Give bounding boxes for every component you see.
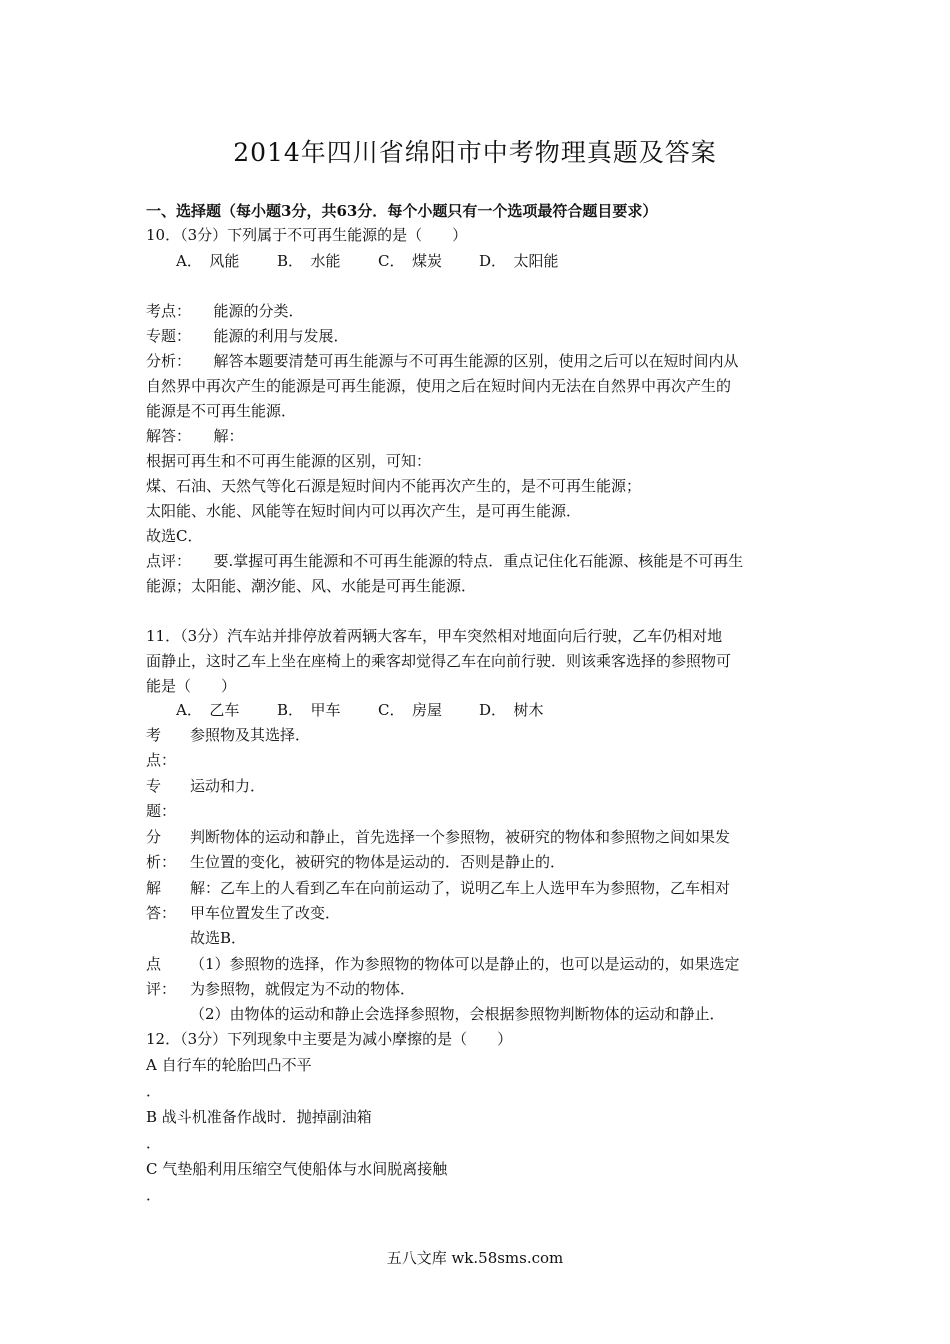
q11-option-c: C． 房屋 <box>378 701 442 719</box>
q11-dianping-label-b: 评： <box>146 980 177 998</box>
q10-analysis-2: 自然界中再次产生的能源是可再生能源，使用之后在短时间内无法在自然界中再次产生的 <box>146 377 732 395</box>
q10-kaodian: 考点： 能源的分类． <box>146 302 304 320</box>
q10-comment-2: 能源；太阳能、潮汐能、风、水能是可再生能源． <box>146 577 477 595</box>
q12-option-a: A 自行车的轮胎凹凸不平 <box>146 1056 312 1074</box>
page-footer: 五八文库 wk.58sms.com <box>386 1249 564 1267</box>
q10-answer-4: 故选C． <box>146 527 203 545</box>
q10-answer-2: 煤、石油、天然气等化石源是短时间内不能再次产生的，是不可再生能源； <box>146 477 642 495</box>
q12-option-b-dot: ． <box>146 1134 162 1152</box>
q11-dianping-label-a: 点 <box>146 955 162 973</box>
q12-option-b: B 战斗机准备作战时．抛掉副油箱 <box>146 1108 372 1126</box>
q11-analysis-1: 判断物体的运动和静止，首先选择一个参照物，被研究的物体和参照物之间如果发 <box>190 828 731 846</box>
q11-kaodian-text: 参照物及其选择． <box>190 726 311 744</box>
q11-comment-3: （2）由物体的运动和静止会选择参照物，会根据参照物判断物体的运动和静止． <box>190 1005 725 1023</box>
q11-answer-3: 故选B． <box>190 929 247 947</box>
q11-jieda-label-a: 解 <box>146 879 162 897</box>
q10-analysis-3: 能源是不可再生能源． <box>146 402 297 420</box>
q12-option-c-dot: ． <box>146 1186 162 1204</box>
q10-answer-label: 解答： 解： <box>146 427 244 445</box>
q10-option-c: C． 煤炭 <box>378 252 442 270</box>
section-heading: 一、选择题（每小题3分，共63分．每个小题只有一个选项最符合题目要求） <box>146 202 658 220</box>
question-11-stem-2: 面静止，这时乙车上坐在座椅上的乘客却觉得乙车在向前行驶．则该乘客选择的参照物可 <box>146 652 732 670</box>
question-11-stem-1: 11．（3分）汽车站并排停放着两辆大客车，甲车突然相对地面向后行驶，乙车仍相对地 <box>146 627 723 645</box>
q10-comment-1: 点评： 要.掌握可再生能源和不可再生能源的特点．重点记住化石能源、核能是不可再生 <box>146 552 744 570</box>
question-10-stem: 10．（3分）下列属于不可再生能源的是（ ） <box>146 226 468 244</box>
q11-zhuanti-label-b: 题： <box>146 802 177 820</box>
page-title: 2014年四川省绵阳市中考物理真题及答案 <box>233 138 717 167</box>
q11-analysis-2: 生位置的变化，被研究的物体是运动的．否则是静止的． <box>190 853 566 871</box>
q11-comment-1: （1）参照物的选择，作为参照物的物体可以是静止的，也可以是运动的，如果选定 <box>190 955 740 973</box>
q11-zhuanti-label-a: 专 <box>146 777 162 795</box>
q10-zhuanti: 专题： 能源的利用与发展． <box>146 327 349 345</box>
q10-analysis-1: 分析： 解答本题要清楚可再生能源与不可再生能源的区别，使用之后可以在短时间内从 <box>146 352 739 370</box>
q11-zhuanti-text: 运动和力． <box>190 777 266 795</box>
q11-fenxi-label-b: 析： <box>146 853 177 871</box>
q10-option-d: D． 太阳能 <box>479 252 559 270</box>
q11-kaodian-label-a: 考 <box>146 726 162 744</box>
q11-answer-2: 甲车位置发生了改变． <box>190 904 341 922</box>
q11-answer-1: 解：乙车上的人看到乙车在向前运动了，说明乙车上人选甲车为参照物，乙车相对 <box>190 879 731 897</box>
q10-answer-3: 太阳能、水能、风能等在短时间内可以再次产生，是可再生能源． <box>146 502 582 520</box>
q11-option-b: B． 甲车 <box>277 701 341 719</box>
q12-option-a-dot: ． <box>146 1082 162 1100</box>
question-12-stem: 12．（3分）下列现象中主要是为减小摩擦的是（ ） <box>146 1030 513 1048</box>
q11-comment-2: 为参照物，就假定为不动的物体． <box>190 980 416 998</box>
q10-option-b: B． 水能 <box>277 252 341 270</box>
q11-kaodian-label-b: 点： <box>146 751 177 769</box>
q10-answer-1: 根据可再生和不可再生能源的区别，可知： <box>146 452 432 470</box>
q10-option-a: A． 风能 <box>176 252 240 270</box>
q11-option-a: A． 乙车 <box>176 701 240 719</box>
q11-jieda-label-b: 答： <box>146 904 177 922</box>
q12-option-c: C 气垫船利用压缩空气使船体与水间脱离接触 <box>146 1160 448 1178</box>
q11-fenxi-label-a: 分 <box>146 828 162 846</box>
q11-option-d: D． 树木 <box>479 701 544 719</box>
question-11-stem-3: 能是（ ） <box>146 677 237 695</box>
